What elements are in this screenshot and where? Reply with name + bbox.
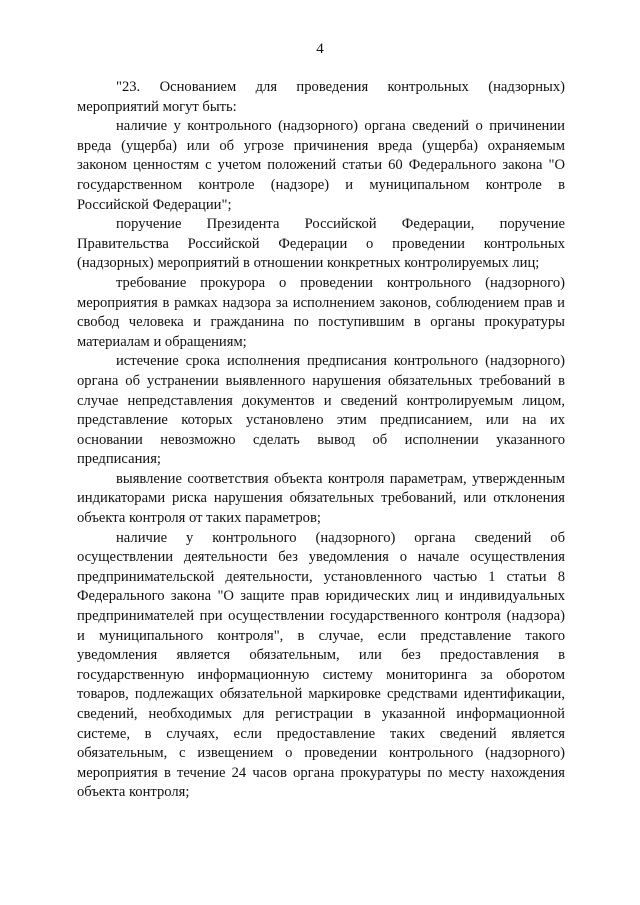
- paragraph-intro: "23. Основанием для проведения контрольных (надзорных) мероприятий могут быть:: [77, 79, 565, 115]
- paragraph-basis-risk-indicators: выявление соответствия объекта контроля параметрам, утвержденным индикаторами риска нарушения обязательных требований, или отклонения объекта контроля от таких параметров;: [77, 470, 565, 527]
- paragraph-basis-instruction: поручение Президента Российской Федерации, поручение Правительства Российской Федерации о проведении контрольных (надзорных) мероприятий в отношении конкретных контролируемых лиц;: [77, 216, 565, 272]
- paragraph-basis-harm-information: наличие у контрольного (надзорного) органа сведений о причинении вреда (ущерба) или об угрозе причинения вреда (ущерба) охраняемым законом ценностям с учетом положений статьи 60 Федерального закона "О государственном контроле (надзоре) и муниципальном контроле в Российской Федерации";: [77, 118, 565, 213]
- paragraph-basis-no-notification: наличие у контрольного (надзорного) органа сведений об осуществлении деятельности без уведомления о начале осуществления предпринимательской деятельности, установленного частью 1 статьи 8 Федерального закона "О защите прав юридических лиц и индивидуальных предпринимателей при осуществлении государственного контроля (надзора) и муниципального контроля", в случае, если представление такого уведомления является обязательным, или без предоставления в государственную информационную систему мониторинга за оборотом товаров, подлежащих обязательной маркировке средствами идентификации, сведений, необходимых для регистрации в указанной информационной системе, в случаях, если предоставление таких сведений является обязательным, с извещением о проведении контрольного (надзорного) мероприятия в течение 24 часов органа прокуратуры по месту нахождения объекта контроля;: [77, 529, 565, 801]
- document-body: [77, 78, 565, 803]
- page-number: 4: [316, 41, 324, 57]
- paragraph-basis-prescription-expiry: истечение срока исполнения предписания контрольного (надзорного) органа об устранении выявленного нарушения обязательных требований в случае непредставления документов и сведений контролируемым лицом, представление которых установлено этим предписанием, или на их основании невозможно сделать вывод об исполнении указанного предписания;: [77, 353, 565, 468]
- paragraph-basis-prosecutor-demand: требование прокурора о проведении контрольного (надзорного) мероприятия в рамках надзора за исполнением законов, соблюдением прав и свобод человека и гражданина по поступившим в органы прокуратуры материалам и обращениям;: [77, 274, 565, 350]
